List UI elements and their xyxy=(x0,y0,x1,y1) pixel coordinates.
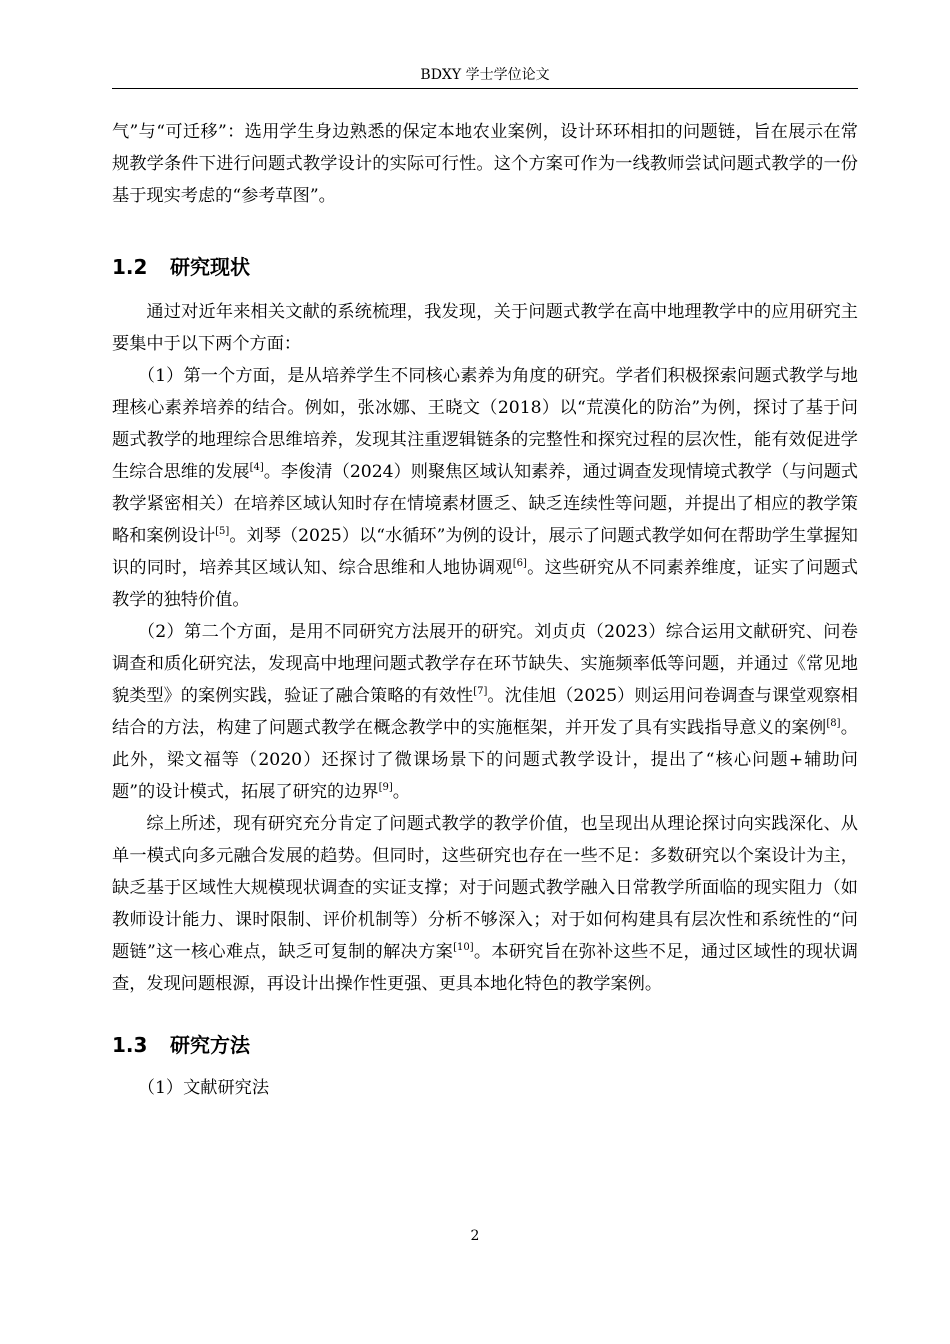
citation: [7] xyxy=(473,686,488,697)
section-heading-1-3 xyxy=(112,1030,858,1060)
section-title: 研究方法 xyxy=(170,1033,250,1057)
citation: [10] xyxy=(453,942,474,953)
paragraph-aspect-1 xyxy=(112,360,858,616)
text-run: 。本研究旨在弥补这些不足，通过区域性的现状调查，发现问题根源，再设计出操作性更强、更具本地化特色的教学案例。 xyxy=(112,942,858,994)
text-run: 。刘琴（2025）以“水循环”为例的设计，展示了问题式教学如何在帮助学生掌握知识的同时，培养其区域认知、综合思维和人地协调观 xyxy=(112,526,858,578)
citation: [5] xyxy=(215,526,230,537)
text-run: 。这些研究从不同素养维度，证实了问题式教学的独特价值。 xyxy=(112,558,858,610)
text-run: 。沈佳旭（2025）则运用问卷调查与课堂观察相结合的方法，构建了问题式教学在概念教学中的实施框架，并开发了具有实践指导意义的案例 xyxy=(112,686,858,738)
citation: [8] xyxy=(826,718,841,729)
citation: [6] xyxy=(512,558,527,569)
section-number: 1.2 xyxy=(112,255,148,279)
text-run: （2）第二个方面，是用不同研究方法展开的研究。刘贞贞（2023）综合运用文献研究、问卷调查和质化研究法，发现高中地理问题式教学存在环节缺失、实施频率低等问题，并通过《常见地貌类型》的案例实践，验证了融合策略的有效性 xyxy=(112,622,858,706)
text-run: 。李俊清（2024）则聚焦区域认知素养，通过调查发现情境式教学（与问题式教学紧密相关）在培养区域认知时存在情境素材匮乏、缺乏连续性等问题，并提出了相应的教学策略和案例设计 xyxy=(112,462,858,546)
text-run: （1）第一个方面，是从培养学生不同核心素养为角度的研究。学者们积极探索问题式教学与地理核心素养培养的结合。例如，张冰娜、王晓文（2018）以“荒漠化的防治”为例，探讨了基于问题式教学的地理综合思维培养，发现其注重逻辑链条的完整性和探究过程的层次性，能有效促进学生综合思维的发展 xyxy=(112,366,858,482)
paragraph-summary xyxy=(112,808,858,1000)
method-item-1: （1）文献研究法 xyxy=(137,1078,270,1098)
text-run: 。 xyxy=(392,782,410,802)
page-content xyxy=(112,116,858,1104)
intro-tail-paragraph: 气”与“可迁移”：选用学生身边熟悉的保定本地农业案例，设计环环相扣的问题链，旨在展示在常规教学条件下进行问题式教学设计的实际可行性。这个方案可作为一线教师尝试问题式教学的一份基于现实考虑的“参考草图”。 xyxy=(112,122,858,206)
paragraph-aspect-2 xyxy=(112,616,858,808)
section-heading-1-2 xyxy=(112,252,858,282)
running-header: BDXY 学士学位论文 xyxy=(420,67,550,83)
section-number: 1.3 xyxy=(112,1033,148,1057)
text-run: 。此外，梁文福等（2020）还探讨了微课场景下的问题式教学设计，提出了“核心问题+辅助问题”的设计模式，拓展了研究的边界 xyxy=(112,718,858,802)
section-title: 研究现状 xyxy=(170,255,250,279)
citation: [4] xyxy=(249,462,264,473)
citation: [9] xyxy=(378,782,393,793)
paragraph-overview: 通过对近年来相关文献的系统梳理，我发现，关于问题式教学在高中地理教学中的应用研究主要集中于以下两个方面： xyxy=(112,302,858,354)
page-number: 2 xyxy=(470,1228,480,1244)
header-rule xyxy=(112,88,858,89)
text-run: 综上所述，现有研究充分肯定了问题式教学的教学价值，也呈现出从理论探讨向实践深化、从单一模式向多元融合发展的趋势。但同时，这些研究也存在一些不足：多数研究以个案设计为主，缺乏基于区域性大规模现状调查的实证支撑；对于问题式教学融入日常教学所面临的现实阻力（如教师设计能力、课时限制、评价机制等）分析不够深入；对于如何构建具有层次性和系统性的“问题链”这一核心难点，缺乏可复制的解决方案 xyxy=(112,814,858,962)
